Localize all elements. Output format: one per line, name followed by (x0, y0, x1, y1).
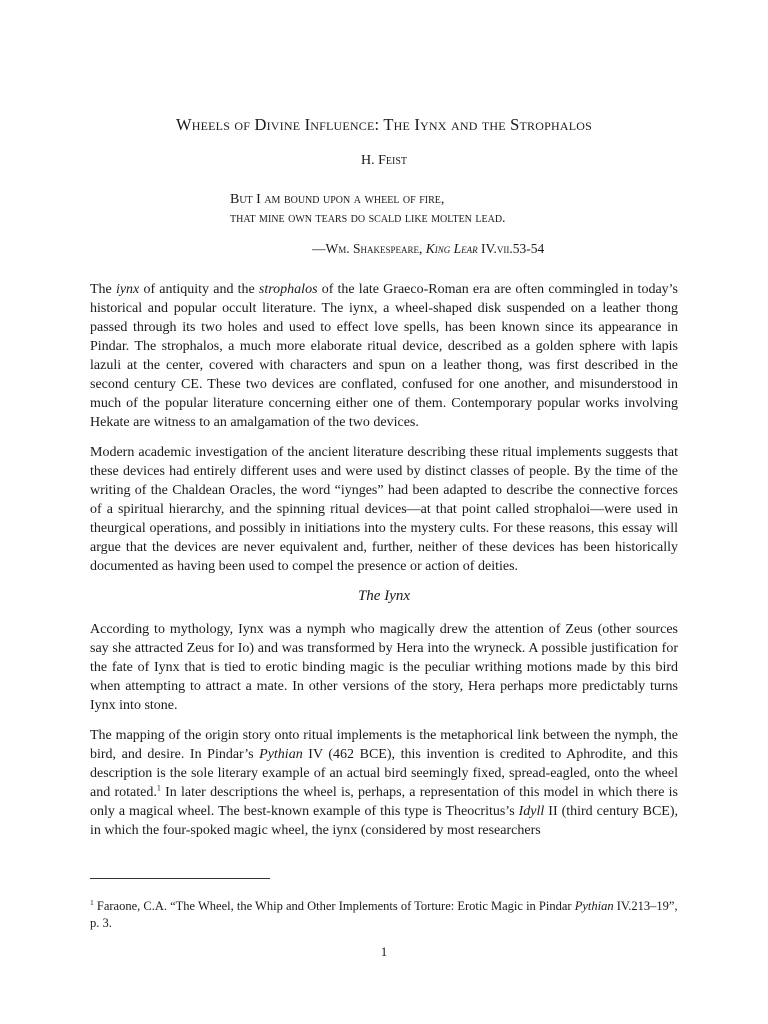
document-title: Wheels of Divine Influence: The Iynx and the Strophalos (175, 115, 592, 134)
paragraph-4 (90, 726, 678, 840)
text-run: IV (462 BCE), this invention is credited to Aphrodite, and this description is the sole literary example of an actual bird seemingly fixed, spread-eagled, onto the wheel and rotated. (90, 747, 678, 800)
text-run: IV.213–19”, p. 3. (90, 899, 678, 930)
text-run: II (third century BCE), in which the four-spoked magic wheel, the iynx (considered by most researchers (90, 804, 679, 838)
attribution-ref: IV.vii.53-54 (477, 241, 545, 256)
text-run: of the late Graeco-Roman era are often commingled in today’s historical and popular occult literature. The iynx, a wheel-shaped disk suspended on a leather thong passed through its two holes and used to effect love spells, has been known since its appearance in Pindar. The strophalos, a much more elaborate ritual device, described as a golden sphere with lapis lazuli at the center, covered with characters and spun on a leather thong, was first described in the second century CE. These two devices are conflated, confused for one another, and misunderstood in much of the popular literature concerning either one of them. Contemporary popular works involving Hekate are witness to an amalgamation of the two devices. (90, 282, 678, 430)
text-run: The mapping of the origin story onto ritual implements is the metaphorical link between the nymph, the bird, and desire. In Pindar’s (90, 728, 678, 762)
attribution-prefix: —Wm. Shakespeare, (312, 241, 426, 256)
work-title-pythian: Pythian (259, 747, 303, 762)
work-title-idyll: Idyll (518, 804, 545, 819)
epigraph (230, 190, 670, 228)
paragraph-2: Modern academic investigation of the ancient literature describing these ritual implements suggests that these devices had entirely different uses and were used by distinct classes of people. By the time of the writing of the Chaldean Oracles, the word “iynges” had been adapted to describe the connective forces of a spiritual hierarchy, and the spinning ritual devices—at that point called strophaloi—were used in theurgical operations, and possibly in initiations into the mystery cults. For these reasons, this essay will argue that the devices are never equivalent and, further, neither of these devices has been historically documented as having been used to compel the presence or action of deities. (90, 445, 678, 574)
footnote-reference[interactable]: 1 (156, 783, 161, 793)
work-title-pythian: Pythian (574, 899, 614, 913)
document-page (90, 0, 678, 1024)
attribution-work: King Lear (425, 241, 478, 256)
text-run: The (90, 282, 116, 297)
term-iynx: iynx (115, 282, 140, 297)
paragraph-3: According to mythology, Iynx was a nymph who magically drew the attention of Zeus (other sources say she attracted Zeus for Io) and was transformed by Hera into the wryneck. A possible justification for the fate of Iynx that is tied to erotic binding magic is the peculiar writhing motions made by this bird when attempting to attract a mate. In other versions of the story, Hera perhaps more predictably turns Iynx into stone. (90, 622, 678, 713)
text-run: In later descriptions the wheel is, perhaps, a representation of this model in which there is only a magical wheel. The best-known example of this type is Theocritus’s (90, 785, 678, 819)
term-strophalos: strophalos (258, 282, 318, 297)
footnote-1 (90, 898, 678, 932)
paragraph-1 (90, 280, 678, 432)
page-number: 1 (380, 944, 388, 959)
epigraph-line-2: that mine own tears do scald like molten lead. (230, 211, 506, 226)
text-run: of antiquity and the (139, 282, 259, 297)
footnote-divider (90, 878, 270, 879)
epigraph-line-1: But I am bound upon a wheel of fire, (230, 192, 445, 207)
body-text (90, 280, 678, 851)
author-name: H. Feist (360, 153, 407, 168)
epigraph-attribution (90, 241, 678, 257)
footnote-marker: 1 (90, 897, 94, 907)
text-run: Faraone, C.A. “The Wheel, the Whip and Other Implements of Torture: Erotic Magic in Pindar (93, 899, 575, 913)
section-heading: The Iynx (357, 588, 411, 604)
